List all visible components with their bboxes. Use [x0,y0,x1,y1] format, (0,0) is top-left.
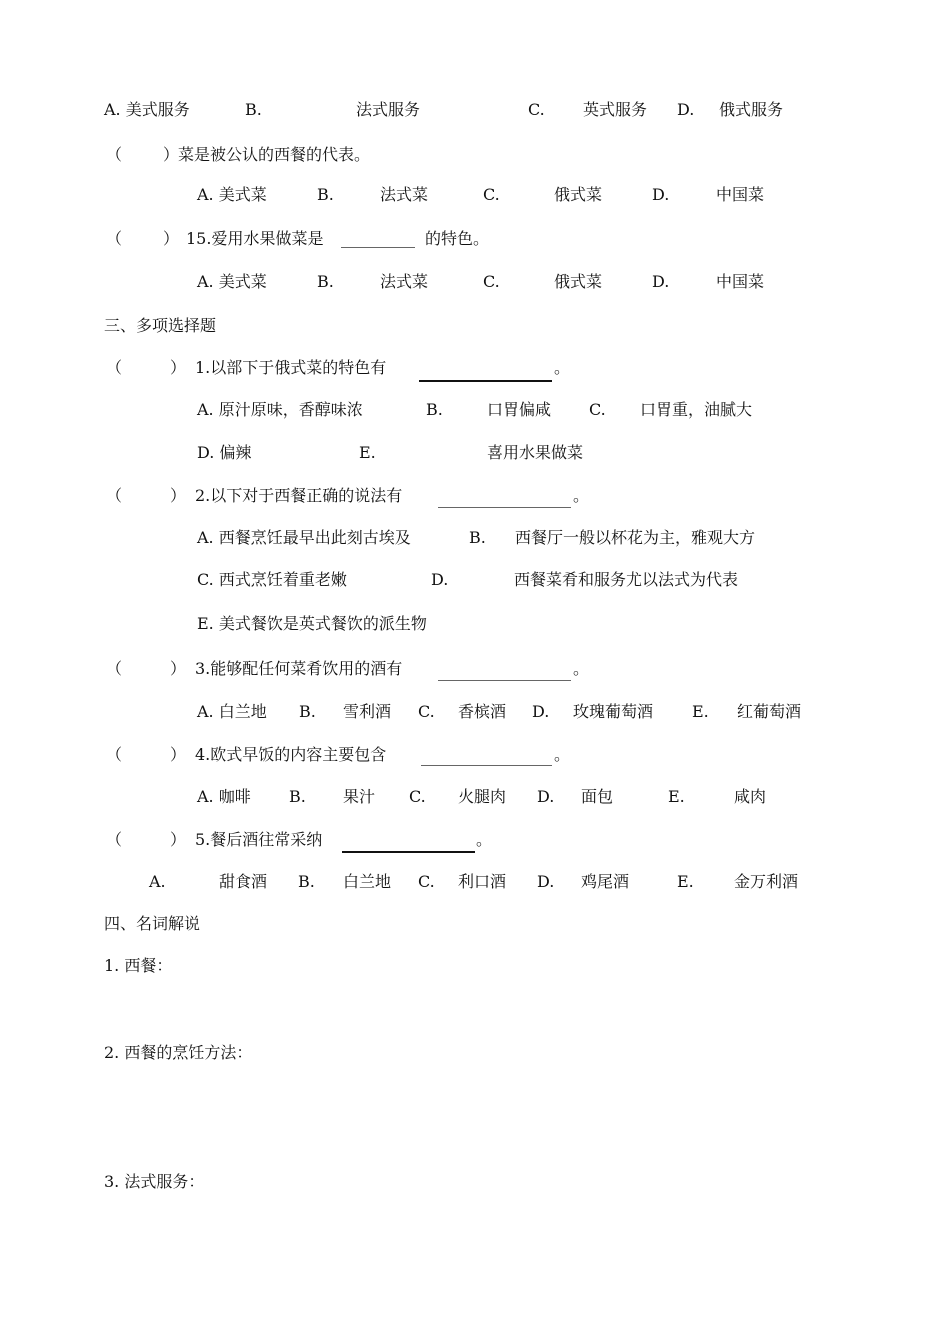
option-c-text: 俄式菜 [554,272,603,291]
option-c-text: 利口酒 [458,872,507,891]
question-tail: 。 [476,830,493,849]
option-a: A. 咖啡 [197,787,251,806]
answer-paren-close: ） [170,745,187,764]
option-d-letter: D. [431,570,449,589]
option-c-letter: C. [589,400,606,419]
option-e-text: 金万利酒 [734,872,799,891]
option-b-letter: B. [299,702,316,721]
term-item-2: 2. 西餐的烹饪方法： [104,1043,253,1062]
option-b-text: 口胃偏咸 [487,400,552,419]
option-b-text: 法式菜 [380,272,429,291]
section-heading-multiple-choice: 三、多项选择题 [104,316,217,335]
option-a: A. 原汁原味，香醇味浓 [197,400,363,419]
option-b-letter: B. [317,185,334,204]
answer-paren-open: （ [106,830,123,849]
question-tail: 。 [554,745,571,764]
option-d-text: 玫瑰葡萄酒 [573,702,654,721]
option-b-letter: B. [289,787,306,806]
answer-paren-open: （ [106,486,123,505]
option-d-text: 面包 [581,787,614,806]
option-e-text: 喜用水果做菜 [487,443,584,462]
question-text: 菜是被公认的西餐的代表。 [178,145,371,164]
answer-paren-open: （ [106,745,123,764]
option-d-text: 鸡尾酒 [581,872,630,891]
option-e-letter: E. [692,702,709,721]
option-d-letter: D. [652,185,670,204]
answer-paren-open: （ [106,358,123,377]
option-a: A. 白兰地 [197,702,267,721]
option-d-letter: D. [677,100,695,119]
option-b-text: 雪利酒 [343,702,392,721]
option-b-letter: B. [245,100,262,119]
option-c-letter: C. [528,100,545,119]
question-tail: 。 [573,659,590,678]
option-d-letter: D. [532,702,550,721]
question-text: 3.能够配任何菜肴饮用的酒有 [195,659,403,678]
option-b-text: 法式服务 [356,100,421,119]
option-a-letter: A. [149,872,166,891]
option-d-letter: D. [537,872,555,891]
option-b-letter: B. [469,528,486,547]
question-tail: 。 [573,486,590,505]
option-c-letter: C. [418,872,435,891]
answer-paren-close: ） [170,830,187,849]
option-b-text: 白兰地 [343,872,392,891]
option-b-letter: B. [298,872,315,891]
option-c-text: 俄式菜 [554,185,603,204]
option-b-letter: B. [317,272,334,291]
answer-blank[interactable] [419,362,552,382]
option-c-letter: C. [418,702,435,721]
answer-paren-close: ） [163,229,180,248]
option-a-text: 甜食酒 [219,872,268,891]
question-text: 4.欧式早饭的内容主要包含 [195,745,387,764]
option-a: A. 美式服务 [104,100,190,119]
term-item-3: 3. 法式服务： [104,1172,205,1191]
answer-paren-close: ） [170,358,187,377]
option-d-letter: D. [537,787,555,806]
option-c-letter: C. [409,787,426,806]
question-text: 1.以部下于俄式菜的特色有 [195,358,387,377]
option-c-text: 火腿肉 [458,787,507,806]
option-e: E. 美式餐饮是英式餐饮的派生物 [197,614,427,633]
answer-paren-close: ） [170,659,187,678]
option-e-letter: E. [668,787,685,806]
option-d-letter: D. [652,272,670,291]
term-item-1: 1. 西餐： [104,956,173,975]
option-e-letter: E. [359,443,376,462]
question-tail: 的特色。 [425,229,490,248]
answer-paren-open: （ [106,145,123,164]
option-e-letter: E. [677,872,694,891]
option-c-letter: C. [483,272,500,291]
section-heading-term-explanation: 四、名词解说 [104,914,201,933]
option-d: D. 偏辣 [197,443,252,462]
answer-blank[interactable] [438,489,571,508]
answer-blank[interactable] [421,747,552,766]
option-c-text: 香槟酒 [458,702,507,721]
option-c-text: 英式服务 [583,100,648,119]
option-b-text: 果汁 [343,787,376,806]
answer-paren-open: （ [106,659,123,678]
option-c: C. 西式烹饪着重老嫩 [197,570,347,589]
option-a: A. 美式菜 [197,185,267,204]
option-e-text: 红葡萄酒 [737,702,802,721]
question-text: 5.餐后酒往常采纳 [195,830,323,849]
option-d-text: 西餐菜肴和服务尤以法式为代表 [514,570,739,589]
option-c-text: 口胃重，油腻大 [640,400,753,419]
option-d-text: 中国菜 [716,272,765,291]
option-b-letter: B. [426,400,443,419]
answer-paren-close: ） [170,486,187,505]
answer-blank[interactable] [342,833,475,853]
answer-blank[interactable] [438,662,571,681]
question-text: 2.以下对于西餐正确的说法有 [195,486,403,505]
option-b-text: 法式菜 [380,185,429,204]
answer-paren-open: （ [106,229,123,248]
answer-blank[interactable] [341,229,415,248]
option-a: A. 美式菜 [197,272,267,291]
option-d-text: 俄式服务 [719,100,784,119]
option-d-text: 中国菜 [716,185,765,204]
option-c-letter: C. [483,185,500,204]
option-e-text: 咸肉 [734,787,767,806]
option-a: A. 西餐烹饪最早出此刻古埃及 [197,528,411,547]
question-tail: 。 [554,358,571,377]
question-text: 15.爱用水果做菜是 [186,229,324,248]
answer-paren-close: ） [163,145,180,164]
option-b-text: 西餐厅一般以杯花为主，雅观大方 [515,528,756,547]
